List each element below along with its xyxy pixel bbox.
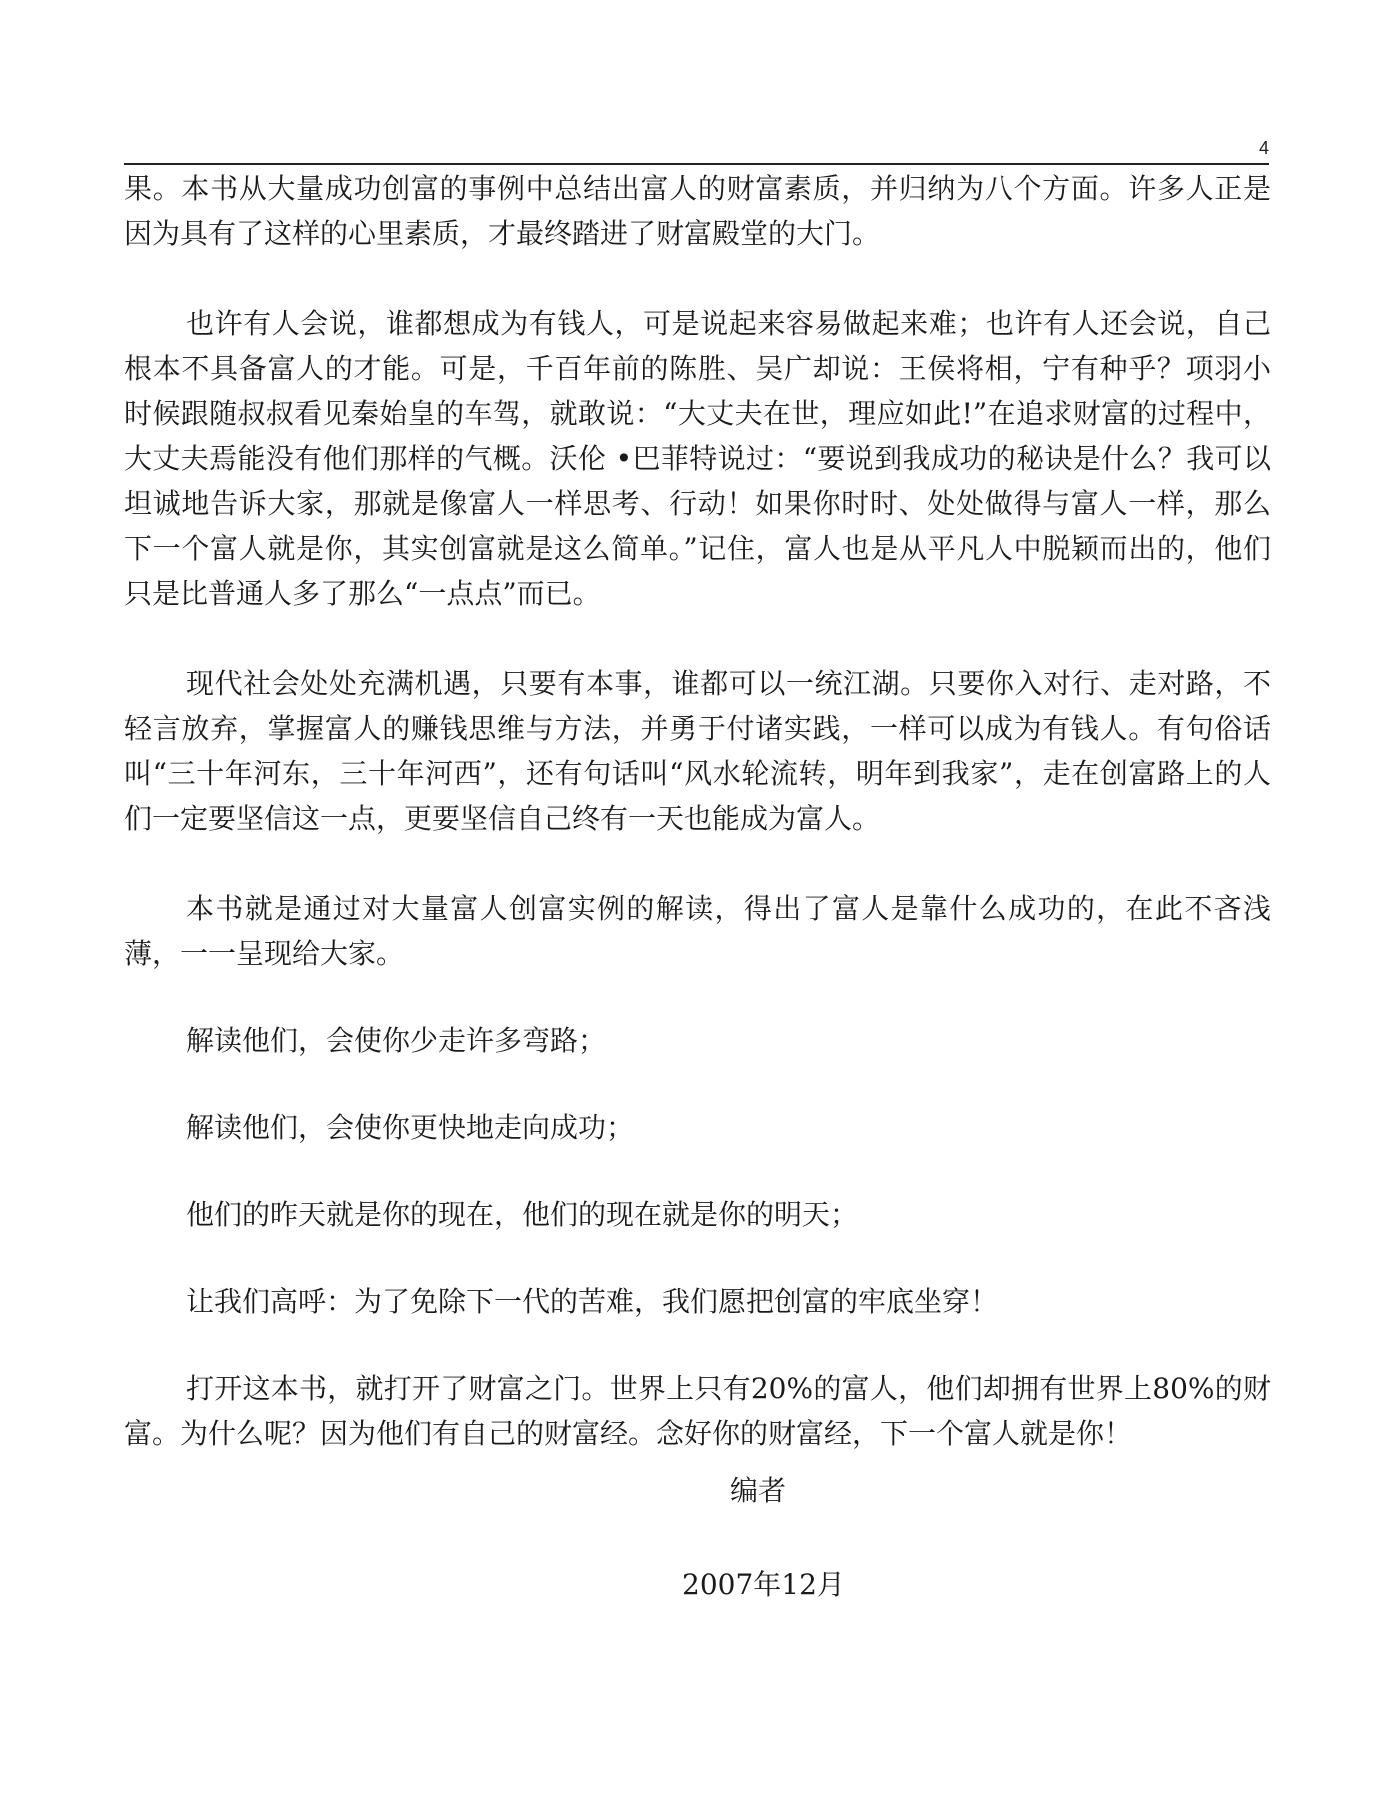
paragraph-9: 打开这本书，就打开了财富之门。世界上只有20%的富人，他们却拥有世界上80%的财富。为什么呢？因为他们有自己的财富经。念好你的财富经，下一个富人就是你！	[124, 1372, 1271, 1450]
paragraph-6: 解读他们，会使你更快地走向成功；	[186, 1111, 635, 1144]
paragraph-7: 他们的昨天就是你的现在，他们的现在就是你的明天；	[186, 1198, 859, 1231]
paragraph-8: 让我们高呼：为了免除下一代的苦难，我们愿把创富的牢底坐穿！	[186, 1285, 999, 1318]
paragraph-1: 果。本书从大量成功创富的事例中总结出富人的财富素质，并归纳为八个方面。许多人正是因为具有了这样的心里素质，才最终踏进了财富殿堂的大门。	[124, 172, 1271, 250]
body-text	[124, 166, 1271, 1456]
header-rule	[124, 163, 1269, 165]
signature-date: 2007年12月	[682, 1568, 845, 1601]
paragraph-4: 本书就是通过对大量富人创富实例的解读，得出了富人是靠什么成功的，在此不吝浅薄，一一呈现给大家。	[124, 892, 1271, 970]
signature-author: 编者	[730, 1474, 787, 1507]
paragraph-3: 现代社会处处充满机遇，只要有本事，谁都可以一统江湖。只要你入对行、走对路，不轻言放弃，掌握富人的赚钱思维与方法，并勇于付诸实践，一样可以成为有钱人。有句俗话叫“三十年河东，三十年河西”，还有句话叫“风水轮流转，明年到我家”，走在创富路上的人们一定要坚信这一点，更要坚信自己终有一天也能成为富人。	[124, 667, 1271, 835]
page-number: 4	[1258, 138, 1269, 158]
paragraph-5: 解读他们，会使你少走许多弯路；	[186, 1024, 607, 1057]
paragraph-2: 也许有人会说，谁都想成为有钱人，可是说起来容易做起来难；也许有人还会说，自己根本不具备富人的才能。可是，千百年前的陈胜、吴广却说：王侯将相，宁有种乎？项羽小时候跟随叔叔看见秦始皇的车驾，就敢说：“大丈夫在世，理应如此!”在追求财富的过程中，大丈夫焉能没有他们那样的气概。沃伦 •巴菲特说过：“要说到我成功的秘诀是什么？我可以坦诚地告诉大家，那就是像富人一样思考、行动！如果你时时、处处做得与富人一样，那么下一个富人就是你，其实创富就是这么简单。”记住，富人也是从平凡人中脱颖而出的，他们只是比普通人多了那么“一点点”而已。	[124, 307, 1271, 610]
